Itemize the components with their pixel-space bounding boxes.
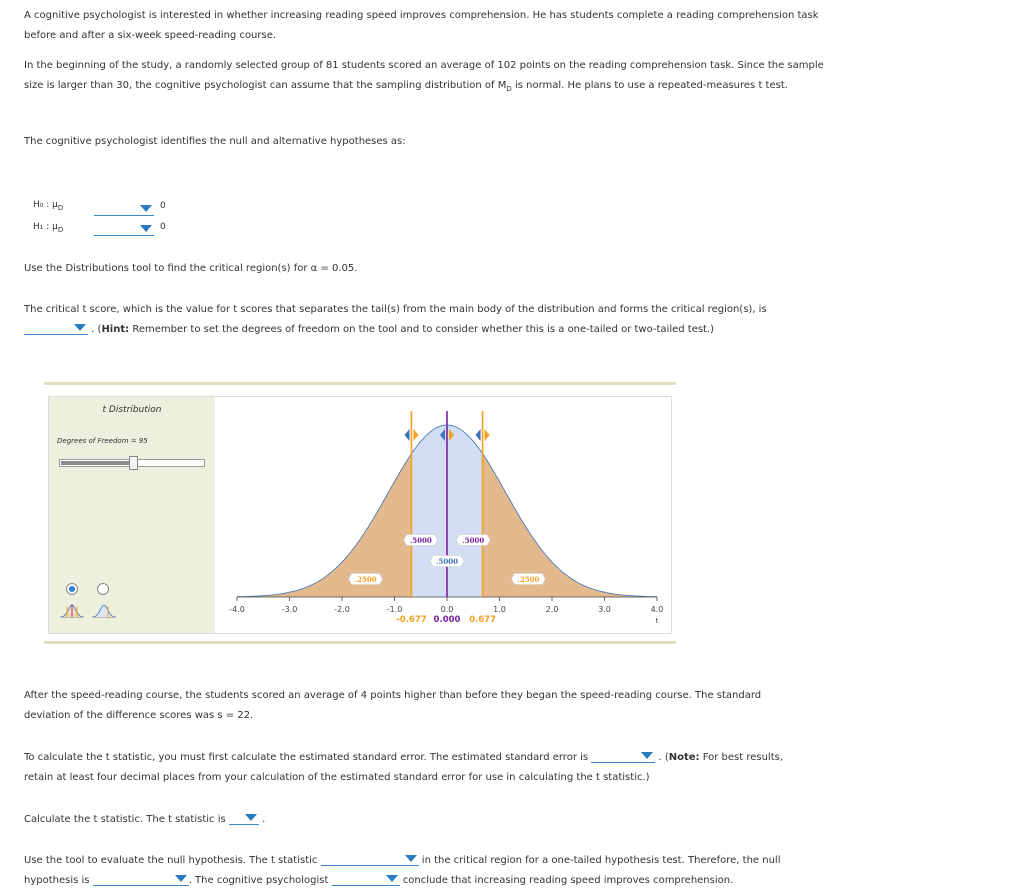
null-hypothesis-dropdown[interactable] xyxy=(94,201,154,216)
standard-error-dropdown[interactable] xyxy=(591,748,655,763)
drag-right-arrow-icon[interactable] xyxy=(485,429,490,441)
distributions-tool xyxy=(48,396,672,634)
evaluate-paragraph xyxy=(24,851,824,891)
t-statistic-dropdown[interactable] xyxy=(229,810,259,825)
se-text: To calculate the t statistic, you must first calculate the estimated standard error. The estimated standard error is xyxy=(24,752,589,763)
intro-paragraph: A cognitive psychologist is interested in whether increasing reading speed improves comprehension. He has students complete a reading comprehension task before and after a six-week speed-reading course. xyxy=(24,10,819,41)
evaluate-text-4: . The cognitive psychologist xyxy=(188,875,329,886)
note-label: Note: xyxy=(668,752,700,763)
chevron-down-icon xyxy=(140,225,152,232)
chevron-down-icon xyxy=(405,855,417,862)
tool-bottom-rule xyxy=(44,641,676,644)
alt-hypothesis-value: 0 xyxy=(160,222,166,232)
cutoff-value-label: 0.677 xyxy=(469,615,496,625)
study-text-a: In the beginning of the study, a randomly selected group of 81 students scored an average of 102 points on the reading comprehension task. Since the sample size is larger than 30, the cognitive psychologist can assume that the sampling distribution of M xyxy=(24,60,824,91)
two-tailed-radio[interactable] xyxy=(66,583,78,595)
chevron-down-icon xyxy=(140,205,152,212)
alt-hypothesis-label xyxy=(33,222,63,234)
study-text-b: is normal. He plans to use a repeated-measures t test. xyxy=(511,80,788,91)
cutoff-value-label: -0.677 xyxy=(396,615,427,625)
null-hypothesis-value: 0 xyxy=(160,201,166,211)
x-tick-label: 0.0 xyxy=(440,605,454,614)
x-tick-label: 4.0 xyxy=(650,605,664,614)
two-tailed-distribution-icon[interactable] xyxy=(59,603,85,619)
x-tick-label: 3.0 xyxy=(598,605,611,614)
drag-left-arrow-icon[interactable] xyxy=(476,429,481,441)
chevron-down-icon xyxy=(386,875,398,882)
after-course-paragraph: After the speed-reading course, the students scored an average of 4 points higher than before they began the speed-reading course. The standard deviation of the difference scores was s = 22. xyxy=(24,690,762,721)
h0-text: H₀ : μ xyxy=(33,200,58,210)
evaluate-text-3: hypothesis is xyxy=(24,875,90,886)
one-tailed-distribution-icon[interactable] xyxy=(91,603,117,619)
t-distribution-chart xyxy=(215,397,671,633)
h1-text: H₁ : μ xyxy=(33,222,58,232)
chevron-down-icon xyxy=(175,875,187,882)
slider-thumb[interactable] xyxy=(129,456,138,470)
chevron-down-icon xyxy=(641,752,653,759)
evaluate-text-1: Use the tool to evaluate the null hypothesis. The t statistic xyxy=(24,855,318,866)
tool-instruction: Use the Distributions tool to find the critical region(s) for α = 0.05. xyxy=(24,263,358,274)
t-statistic-paragraph: Calculate the t statistic. The t statistic is . xyxy=(24,810,824,830)
note-text: For best results, retain at least four decimal places from your calculation of the estimated standard error for use in calculating the t statistic.) xyxy=(24,752,784,783)
right-tail-probability-label: .2500 xyxy=(517,575,540,584)
x-tick-label: -4.0 xyxy=(229,605,245,614)
drag-right-arrow-icon[interactable] xyxy=(413,429,418,441)
left-tail-area xyxy=(237,454,412,597)
x-tick-label: 2.0 xyxy=(545,605,559,614)
critical-region-dropdown[interactable] xyxy=(321,851,419,866)
standard-error-paragraph: To calculate the t statistic, you must first calculate the estimated standard error. The estimated standard error is . (Note: For best results, retain at least four decimal places from your calculation of the estimated standard error for use in calculating the t statistic.) xyxy=(24,748,814,788)
tool-title: t Distribution xyxy=(102,405,162,415)
right-tail-area xyxy=(483,454,658,597)
evaluate-text-5: conclude that increasing reading speed improves comprehension. xyxy=(402,875,734,886)
hypotheses-intro: The cognitive psychologist identifies the null and alternative hypotheses as: xyxy=(24,136,406,147)
right-center-probability-label: .5000 xyxy=(462,536,485,545)
degrees-of-freedom-slider[interactable] xyxy=(59,459,205,467)
degrees-of-freedom-label: Degrees of Freedom = 95 xyxy=(57,437,148,445)
left-center-probability-label: .5000 xyxy=(409,536,432,545)
slider-fill xyxy=(61,461,129,465)
h0-sub: D xyxy=(57,203,64,212)
alt-hypothesis-dropdown[interactable] xyxy=(94,221,154,236)
hint-label: Hint: xyxy=(101,324,130,335)
x-axis-label: t xyxy=(655,617,659,625)
conclusion-dropdown[interactable] xyxy=(332,871,400,886)
x-tick-label: 1.0 xyxy=(493,605,506,614)
drag-left-arrow-icon[interactable] xyxy=(404,429,409,441)
evaluate-text-2: in the critical region for a one-tailed hypothesis test. Therefore, the null xyxy=(421,855,781,866)
hint-text: Remember to set the degrees of freedom on the tool and to consider whether this is a one-tailed or two-tailed test.) xyxy=(129,324,715,335)
null-decision-dropdown[interactable] xyxy=(93,871,189,886)
left-tail-probability-label: .2500 xyxy=(354,575,377,584)
x-tick-label: -3.0 xyxy=(281,605,298,614)
t-statistic-text: Calculate the t statistic. The t statistic is xyxy=(24,814,226,825)
cutoff-value-label: 0.000 xyxy=(433,615,461,625)
md-subscript: D xyxy=(506,85,512,93)
study-paragraph xyxy=(24,56,824,99)
h1-sub: D xyxy=(57,225,64,234)
center-probability-label: .5000 xyxy=(436,557,458,566)
x-tick-label: -1.0 xyxy=(386,605,403,614)
critical-paragraph: The critical t score, which is the value for t scores that separates the tail(s) from the main body of the distribution and forms the critical region(s), is . (Hint: Remember to set the degrees of freedom on the tool and to consider whether this is a one-tailed or two-tailed test.) xyxy=(24,304,767,335)
critical-text: The critical t score, which is the value for t scores that separates the tail(s) from the main body of the distribution and forms the critical region(s), is xyxy=(24,304,767,315)
one-tailed-radio[interactable] xyxy=(97,583,109,595)
x-tick-label: -2.0 xyxy=(334,605,350,614)
critical-t-dropdown[interactable] xyxy=(24,320,88,335)
tool-top-rule xyxy=(44,382,676,385)
chevron-down-icon xyxy=(245,814,257,821)
tool-sidebar xyxy=(49,397,215,633)
null-hypothesis-label xyxy=(33,200,63,212)
chevron-down-icon xyxy=(74,324,86,331)
